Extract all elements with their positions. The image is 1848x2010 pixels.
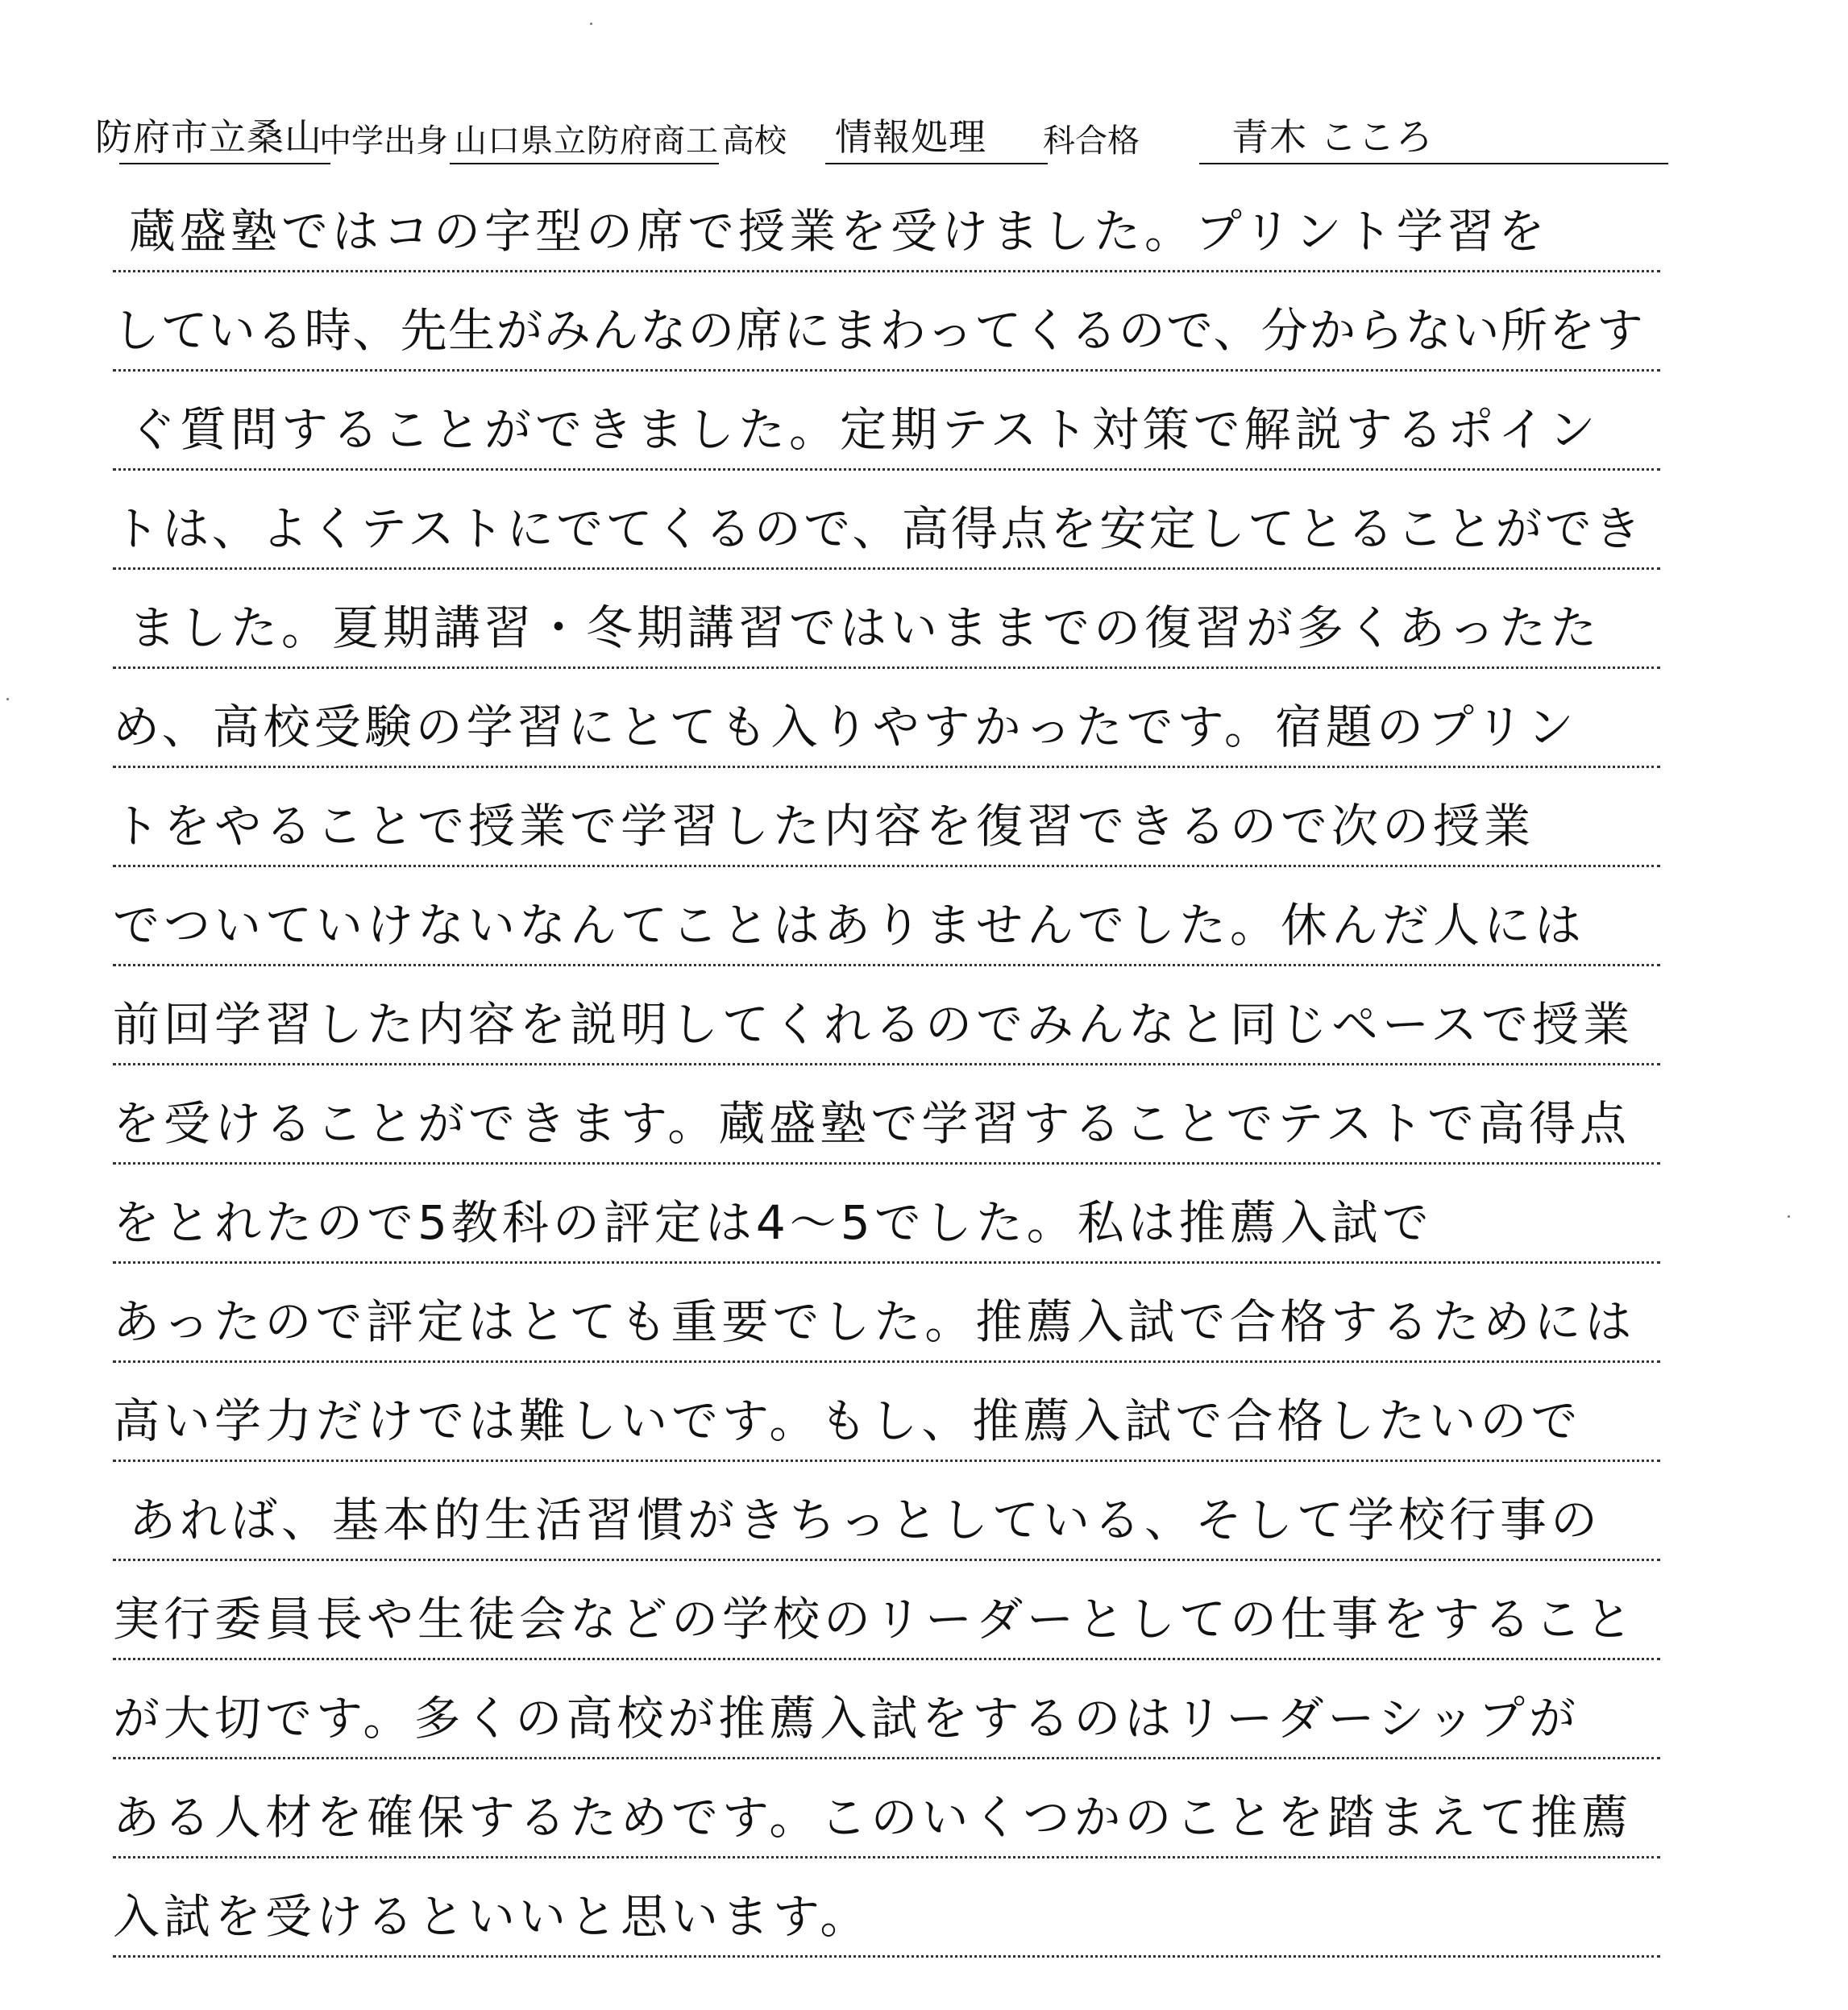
department-name: 情報処理 <box>835 115 986 159</box>
essay-line-text: ました。夏期講習・冬期講習ではいままでの復習が多くあったた <box>129 600 1601 655</box>
essay-line <box>113 1165 1660 1264</box>
essay-line-text: 実行委員長や生徒会などの学校のリーダーとしての仕事をすること <box>113 1592 1637 1647</box>
essay-line <box>113 1660 1660 1759</box>
department-suffix: 科合格 <box>1043 123 1140 160</box>
student-name: 青木 こころ <box>1231 115 1434 159</box>
ruled-line <box>113 1955 1660 1958</box>
essay-line <box>113 867 1660 966</box>
scan-speck <box>590 23 592 25</box>
essay-line <box>113 966 1660 1065</box>
essay-line-text: を受けることができます。蔵盛塾で学習することでテストで高得点 <box>113 1096 1631 1151</box>
essay-line-text: ある人材を確保するためです。このいくつかのことを踏まえて推薦 <box>113 1790 1633 1845</box>
essay-line-text: あれば、基本的生活習慣がきちっとしている、そして学校行事の <box>129 1493 1602 1547</box>
scan-speck <box>1788 1215 1790 1218</box>
essay-body <box>113 173 1660 1958</box>
essay-line <box>113 669 1660 768</box>
essay-line-text: でついていけないなんてことはありませんでした。休んだ人には <box>113 898 1586 953</box>
high-school-name: 山口県立防府商工 <box>455 123 719 160</box>
essay-line-text: トをやることで授業で学習した内容を復習できるので次の授業 <box>113 799 1535 853</box>
essay-line <box>113 1561 1660 1660</box>
essay-line <box>113 768 1660 867</box>
essay-line <box>113 173 1660 272</box>
essay-line-text: め、高校受験の学習にとても入りやすかったです。宿題のプリン <box>113 700 1578 754</box>
essay-line <box>113 1759 1660 1858</box>
essay-line <box>113 570 1660 669</box>
essay-line-text: 高い学力だけでは難しいです。もし、推薦入試で合格したいので <box>113 1393 1582 1448</box>
essay-line-text: あったので評定はとても重要でした。推薦入試で合格するためには <box>113 1294 1636 1349</box>
essay-line-text: が大切です。多くの高校が推薦入試をするのはリーダーシップが <box>113 1691 1580 1746</box>
essay-line-text: をとれたので5教科の評定は4～5でした。私は推薦入試で <box>113 1195 1433 1250</box>
essay-line <box>113 471 1660 570</box>
essay-line <box>113 1363 1660 1462</box>
essay-line <box>113 1065 1660 1165</box>
essay-line <box>113 272 1660 372</box>
essay-line <box>113 1858 1660 1958</box>
essay-line-text: ぐ質問することができました。定期テスト対策で解説するポイン <box>129 402 1600 457</box>
essay-line-text: 前回学習した内容を説明してくれるのでみんなと同じペースで授業 <box>113 997 1634 1052</box>
header-line <box>95 103 1675 168</box>
high-school-suffix: 高校 <box>722 123 787 160</box>
student-name-underline <box>1199 163 1668 164</box>
essay-line <box>113 372 1660 471</box>
middle-school-name: 防府市立桑山 <box>95 115 322 159</box>
essay-line-text: 蔵盛塾ではコの字型の席で授業を受けました。プリント学習を <box>129 204 1549 259</box>
essay-line-text: トは、よくテストにでてくるので、高得点を安定してとることができ <box>113 501 1644 556</box>
high-school-underline <box>450 163 719 164</box>
middle-school-underline <box>119 163 330 164</box>
scan-speck <box>6 698 9 700</box>
essay-line <box>113 1264 1660 1363</box>
department-underline <box>825 163 1048 164</box>
essay-line-text: 入試を受けるといいと思います。 <box>113 1889 871 1944</box>
essay-line-text: している時、先生がみんなの席にまわってくるので、分からない所をす <box>113 303 1645 358</box>
middle-school-suffix: 中学出身 <box>319 123 448 160</box>
essay-line <box>113 1462 1660 1561</box>
